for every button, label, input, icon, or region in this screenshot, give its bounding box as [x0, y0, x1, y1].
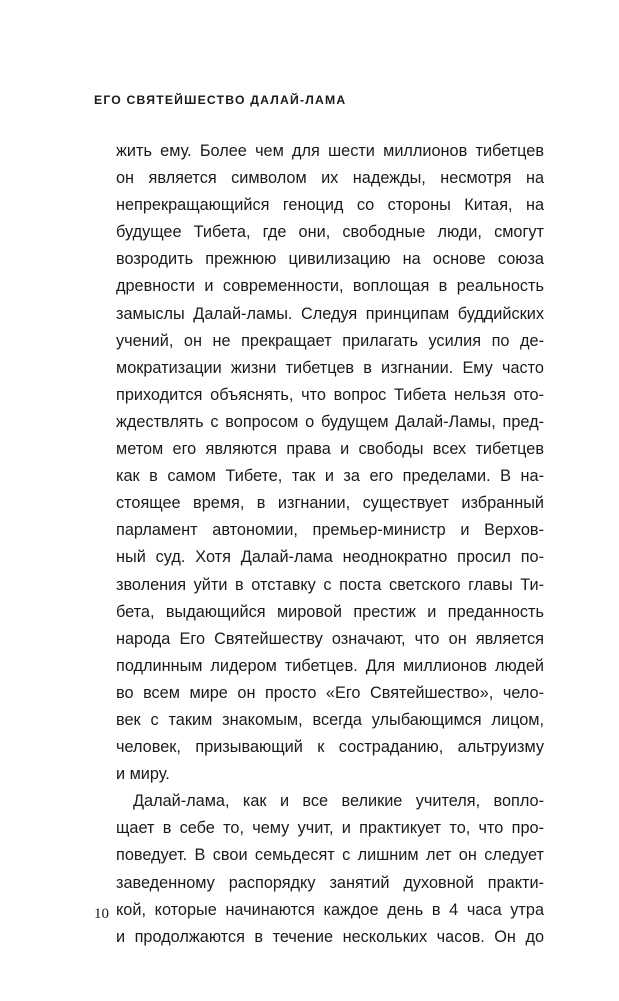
body-text — [116, 138, 544, 951]
text-line: стоящее время, в изгнании, существует избранный — [116, 494, 544, 513]
text-line: поведует. В свои семьдесят с лишним лет он следует — [116, 846, 544, 865]
text-line: ный суд. Хотя Далай-лама неоднократно просил по- — [116, 548, 544, 567]
text-line: подлинным лидером тибетцев. Для миллионов людей — [116, 656, 544, 675]
text-line: учений, он не прекращает прилагать усилия по де- — [116, 331, 544, 350]
text-line: древности и современности, воплощая в реальность — [116, 277, 544, 296]
text-line: жить ему. Более чем для шести миллионов тибетцев — [116, 142, 544, 160]
text-line: мократизации жизни тибетцев в изгнании. Ему часто — [116, 358, 544, 377]
text-line: щает в себе то, чему учит, и практикует то, что про- — [116, 819, 544, 838]
text-line: как в самом Тибете, так и за его пределами. В на- — [116, 467, 544, 486]
text-line: зволения уйти в отставку с поста светского главы Ти- — [116, 575, 544, 594]
paragraph-1 — [116, 138, 544, 788]
text-line: век с таким знакомым, всегда улыбающимся лицом, — [116, 710, 544, 729]
text-line: замыслы Далай-ламы. Следуя принципам буддийских — [116, 304, 544, 323]
text-line: парламент автономии, премьер-министр и Верхов- — [116, 521, 544, 540]
text-line: приходится объяснять, что вопрос Тибета нельзя ото- — [116, 385, 544, 404]
text-line: возродить прежнюю цивилизацию на основе союза — [116, 250, 544, 269]
text-line: он является символом их надежды, несмотря на — [116, 169, 544, 188]
text-line: народа Его Святейшеству означают, что он является — [116, 629, 544, 648]
text-line: во всем мире он просто «Его Святейшество», чело- — [116, 683, 544, 702]
paragraph-2 — [116, 788, 544, 951]
text-line: метом его являются права и свободы всех тибетцев — [116, 440, 544, 459]
running-head-title: ЕГО СВЯТЕЙШЕСТВО ДАЛАЙ-ЛАМА — [94, 93, 347, 107]
text-line: и миру. — [116, 765, 170, 784]
text-line: Далай-лама, как и все великие учителя, вопло- — [133, 792, 544, 811]
text-line: и продолжаются в течение нескольких часов. Он до — [116, 927, 544, 946]
page-number: 10 — [94, 906, 109, 922]
text-line: человек, призывающий к состраданию, альтруизму — [116, 738, 544, 757]
text-line: бета, выдающийся мировой престиж и преданность — [116, 602, 544, 621]
text-line: непрекращающийся геноцид со стороны Китая, на — [116, 196, 544, 215]
text-line: заведенному распорядку занятий духовной практи- — [116, 873, 544, 892]
text-line: кой, которые начинаются каждое день в 4 часа утра — [116, 900, 544, 919]
text-line: ждествлять с вопросом о будущем Далай-Ламы, пред- — [116, 412, 544, 431]
text-line: будущее Тибета, где они, свободные люди, смогут — [116, 223, 544, 242]
